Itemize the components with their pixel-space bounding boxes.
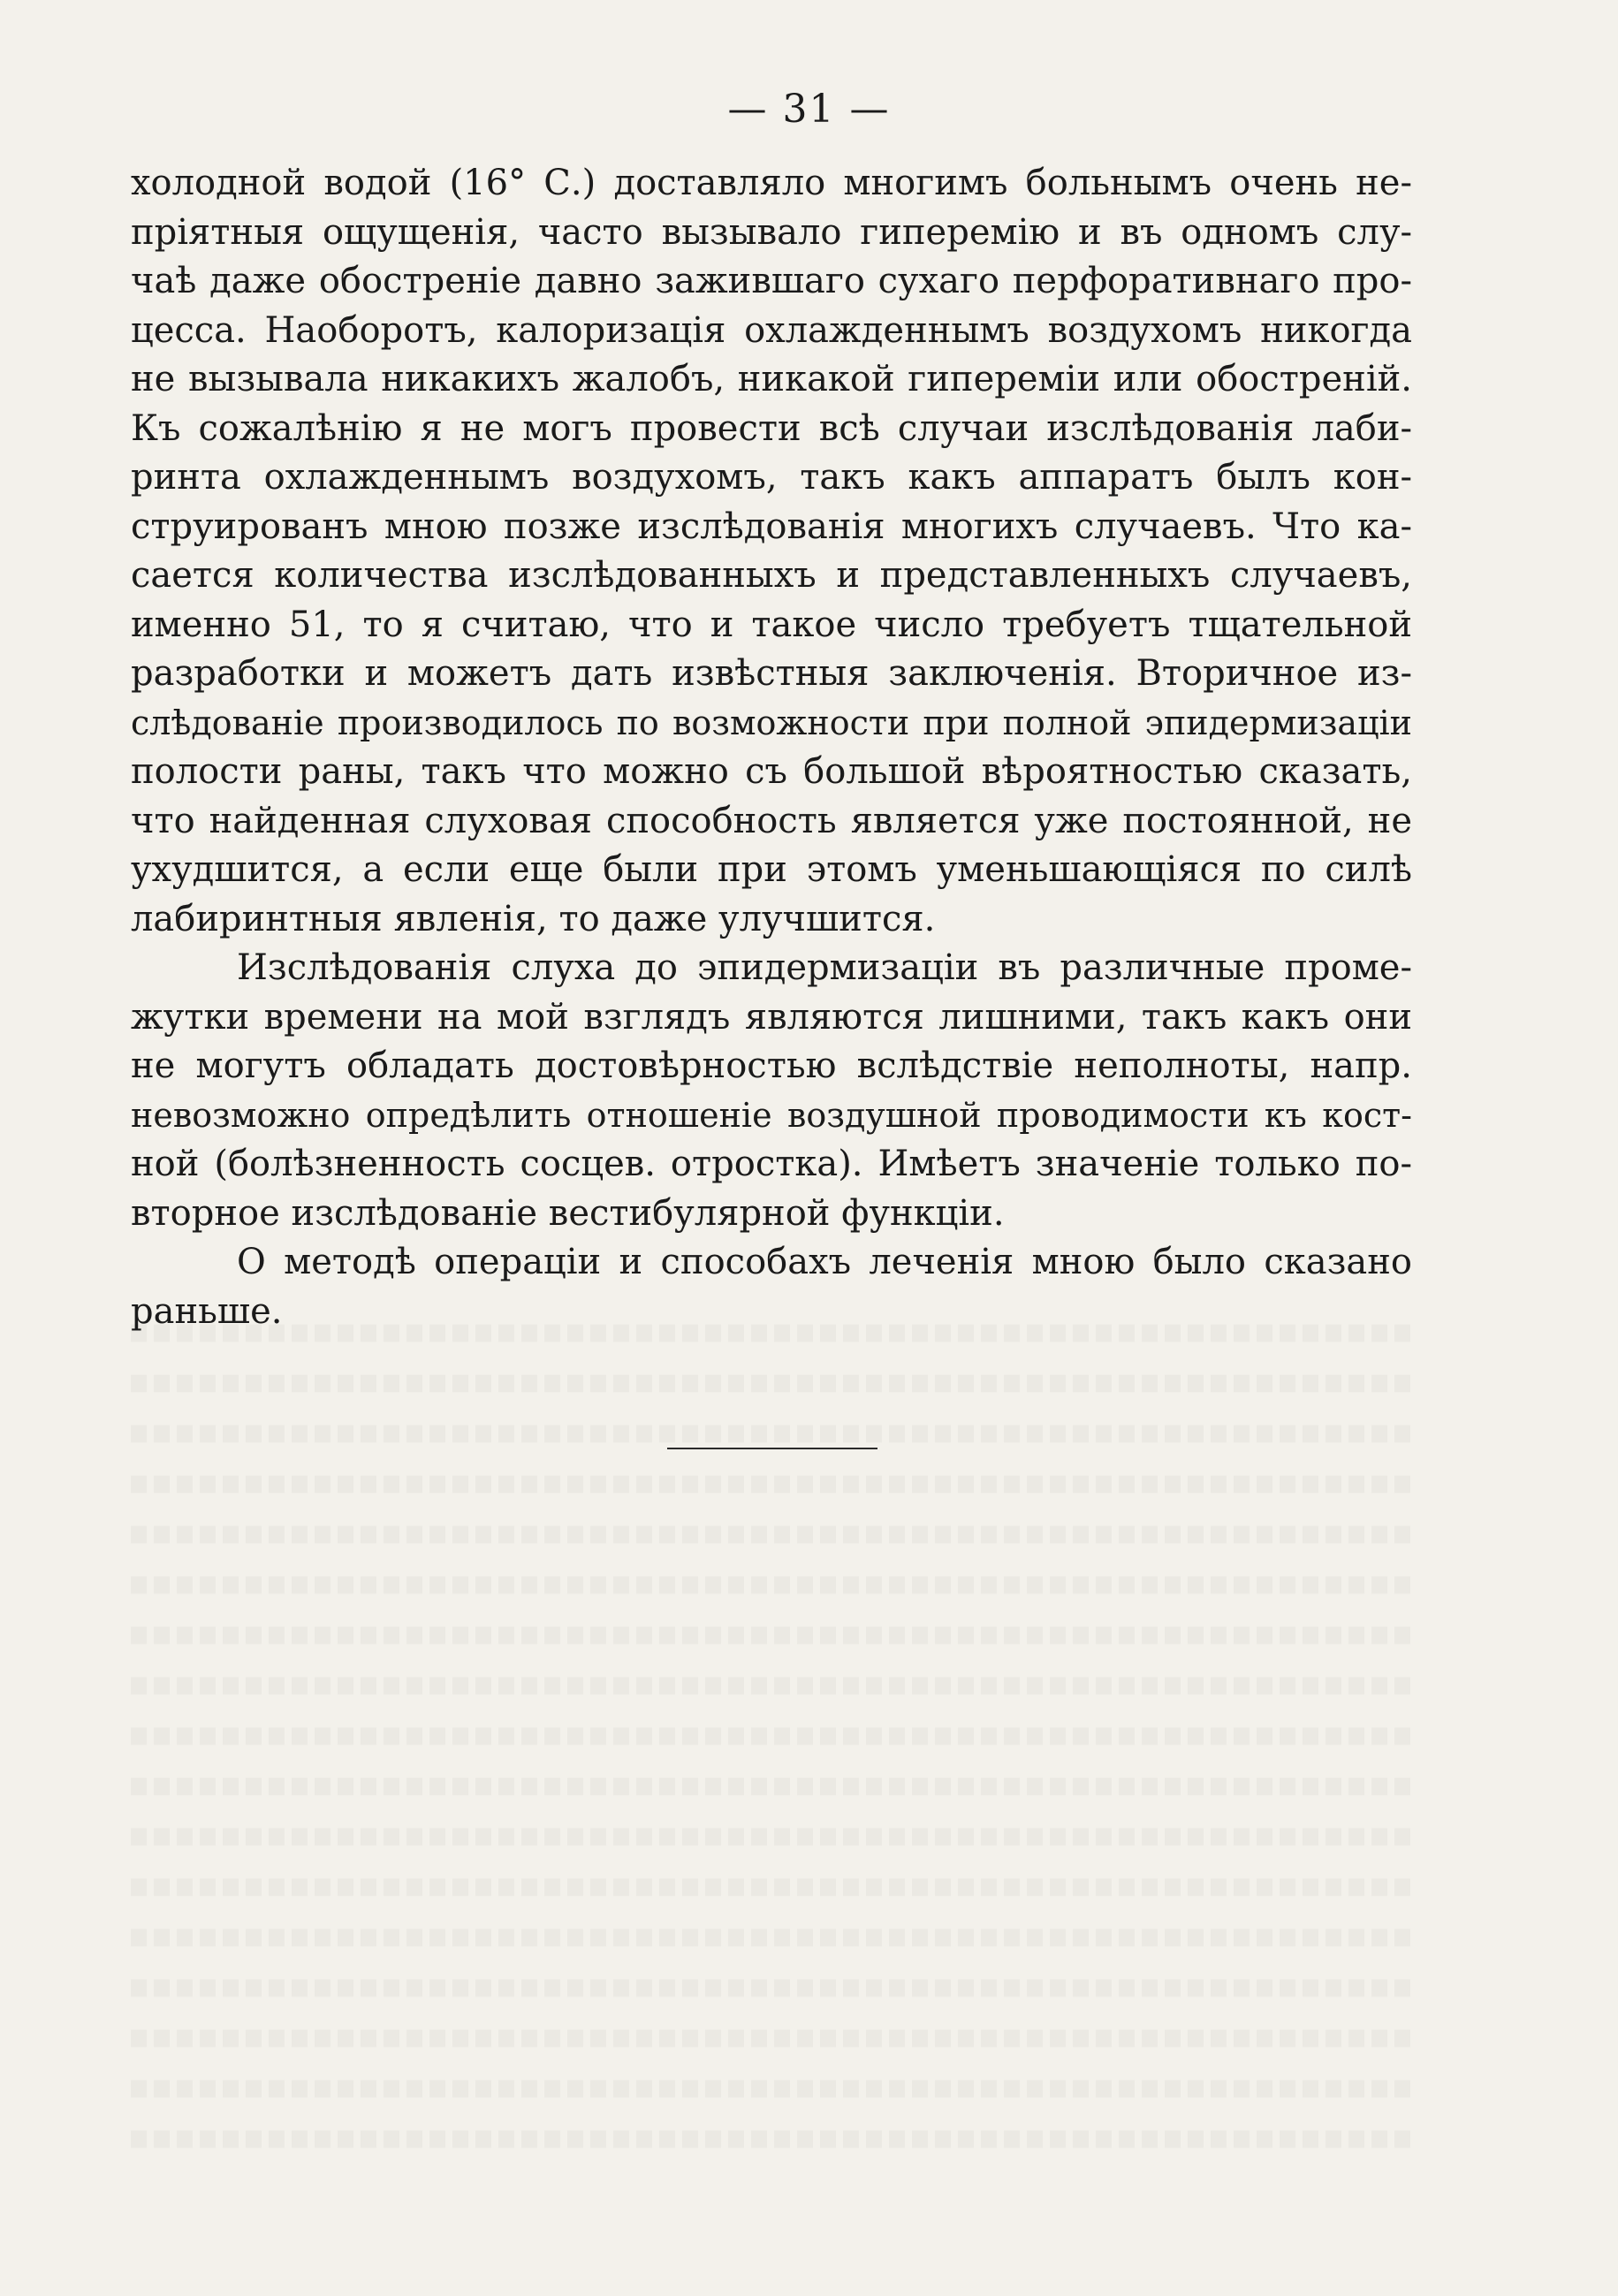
text-line: струированъ мною позже изслѣдованія многихъ случаевъ. Что ка- xyxy=(131,506,1412,547)
text-line: не могутъ обладать достовѣрностью вслѣдствіе неполноты, напр. xyxy=(131,1045,1412,1086)
text-line: что найденная слуховая способность является уже постоянной, не xyxy=(131,800,1412,841)
text-line: сается количества изслѣдованныхъ и представленныхъ случаевъ, xyxy=(131,555,1412,596)
section-divider xyxy=(667,1448,877,1449)
text-line: вторное изслѣдованіе вестибулярной функціи. xyxy=(131,1192,1005,1234)
text-line: ухудшится, а если еще были при этомъ уменьшающіяся по силѣ xyxy=(131,849,1412,890)
text-line: раньше. xyxy=(131,1290,283,1332)
body-text xyxy=(131,159,1412,1336)
text-line: холодной водой (16° С.) доставляло многимъ больнымъ очень не- xyxy=(131,163,1412,203)
show-through-texture xyxy=(131,1308,1412,2209)
paragraph-first-line: Изслѣдованія слуха до эпидермизаціи въ различные проме- xyxy=(237,947,1412,988)
text-line: не вызывала никакихъ жалобъ, никакой гипереміи или обостреній. xyxy=(131,359,1412,399)
text-line: именно 51, то я считаю, что и такое число требуетъ тщательной xyxy=(131,604,1412,645)
text-line: Къ сожалѣнію я не могъ провести всѣ случаи изслѣдованія лаби- xyxy=(131,407,1412,449)
page-number: — 31 — xyxy=(727,87,891,132)
text-line: пріятныя ощущенія, часто вызывало гиперемію и въ одномъ слу- xyxy=(131,211,1412,253)
text-line: жутки времени на мой взглядъ являются лишними, такъ какъ они xyxy=(131,996,1412,1038)
paragraph-first-line: О методѣ операціи и способахъ леченія мною было сказано xyxy=(237,1242,1412,1282)
text-line: слѣдованіе производилось по возможности при полной эпидермизаціи xyxy=(131,703,1412,742)
text-line: лабиринтныя явленія, то даже улучшится. xyxy=(131,898,936,939)
text-line: ной (болѣзненность сосцев. отростка). Имѣетъ значеніе только по- xyxy=(131,1144,1412,1184)
text-line: невозможно опредѣлить отношеніе воздушной проводимости къ кост- xyxy=(131,1095,1412,1135)
text-line: ринта охлажденнымъ воздухомъ, такъ какъ аппаратъ былъ кон- xyxy=(131,457,1412,498)
text-line: цесса. Наоборотъ, калоризація охлажденнымъ воздухомъ никогда xyxy=(131,309,1412,351)
text-line: разработки и можетъ дать извѣстныя заключенія. Вторичное из- xyxy=(131,653,1412,694)
text-line: чаѣ даже обостреніе давно зажившаго сухаго перфоративнаго про- xyxy=(131,261,1412,301)
text-line: полости раны, такъ что можно съ большой вѣроятностью сказать, xyxy=(131,751,1412,792)
